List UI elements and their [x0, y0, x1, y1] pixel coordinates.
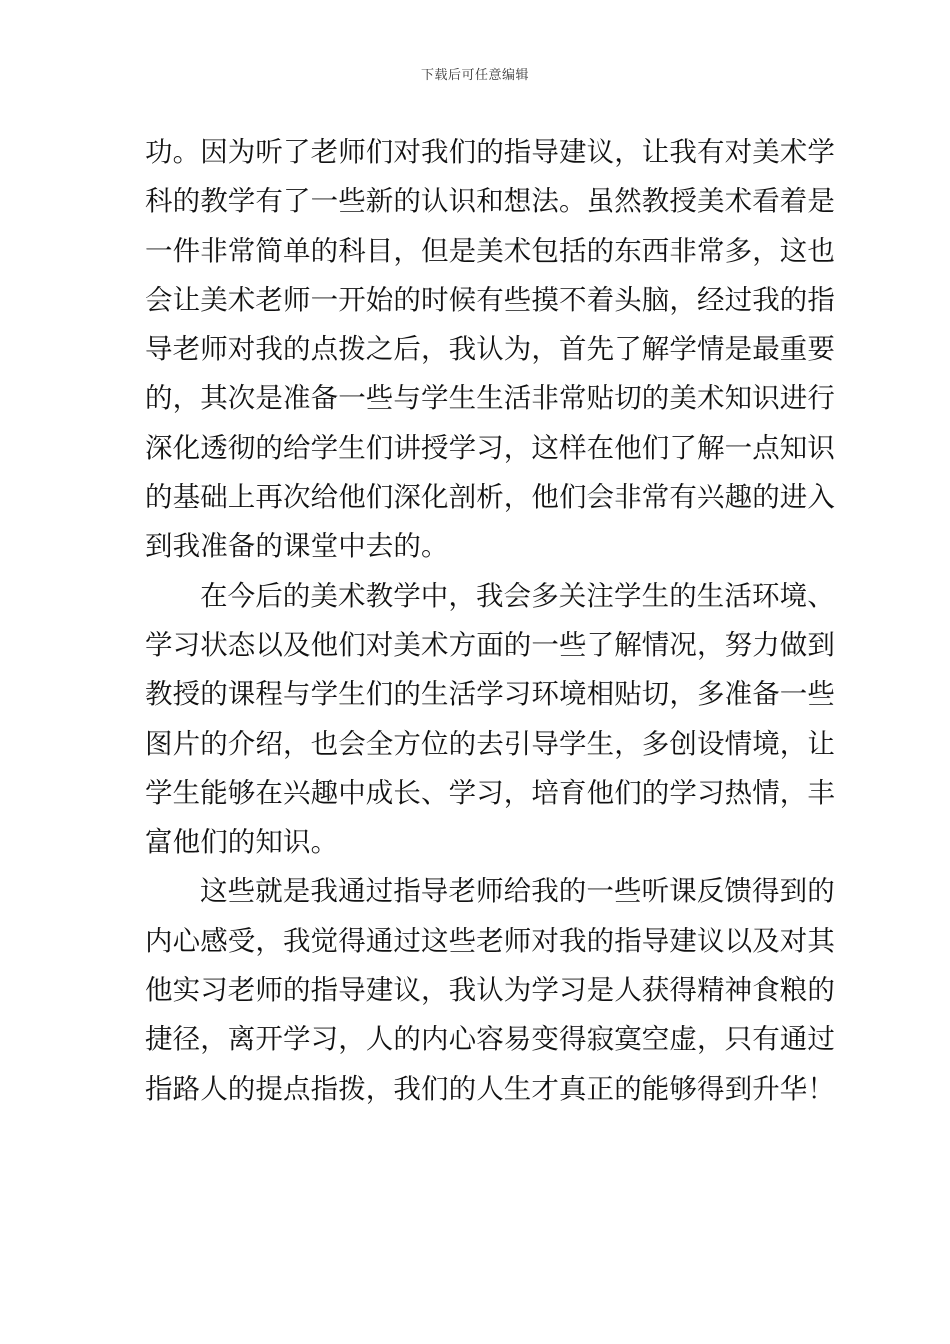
text-line: 的，其次是准备一些与学生生活非常贴切的美术知识进行 — [145, 382, 835, 415]
text-line: 指路人的提点指拨，我们的人生才真正的能够得到升华！ — [145, 1072, 835, 1105]
text-line: 一件非常简单的科目，但是美术包括的东西非常多，这也 — [145, 234, 835, 267]
document-body — [145, 128, 835, 1114]
text-line: 科的教学有了一些新的认识和想法。虽然教授美术看着是 — [145, 185, 835, 218]
text-line: 的基础上再次给他们深化剖析，他们会非常有兴趣的进入 — [145, 481, 835, 514]
text-line: 到我准备的课堂中去的。 — [145, 530, 449, 563]
paragraph-3 — [145, 867, 835, 1113]
text-line: 学习状态以及他们对美术方面的一些了解情况，努力做到 — [145, 628, 835, 661]
text-line-indented: 这些就是我通过指导老师给我的一些听课反馈得到的 — [200, 875, 835, 908]
text-line: 学生能够在兴趣中成长、学习，培育他们的学习热情，丰 — [145, 776, 835, 809]
text-line-indented: 在今后的美术教学中，我会多关注学生的生活环境、 — [200, 579, 835, 612]
page-header: 下载后可任意编辑 — [420, 68, 529, 83]
text-line: 富他们的知识。 — [145, 826, 339, 859]
text-line: 他实习老师的指导建议，我认为学习是人获得精神食粮的 — [145, 974, 835, 1007]
text-line: 内心感受，我觉得通过这些老师对我的指导建议以及对其 — [145, 924, 835, 957]
text-line: 捷径，离开学习，人的内心容易变得寂寞空虚，只有通过 — [145, 1023, 835, 1056]
paragraph-1 — [145, 128, 835, 572]
text-line: 功。因为听了老师们对我们的指导建议，让我有对美术学 — [145, 136, 835, 168]
text-line: 会让美术老师一开始的时候有些摸不着头脑，经过我的指 — [145, 283, 835, 316]
text-line: 深化透彻的给学生们讲授学习，这样在他们了解一点知识 — [145, 431, 835, 464]
text-line: 导老师对我的点拨之后，我认为，首先了解学情是最重要 — [145, 333, 835, 366]
text-line: 图片的介绍，也会全方位的去引导学生，多创设情境，让 — [145, 727, 835, 760]
text-line: 教授的课程与学生们的生活学习环境相贴切，多准备一些 — [145, 678, 835, 711]
paragraph-2 — [145, 572, 835, 868]
